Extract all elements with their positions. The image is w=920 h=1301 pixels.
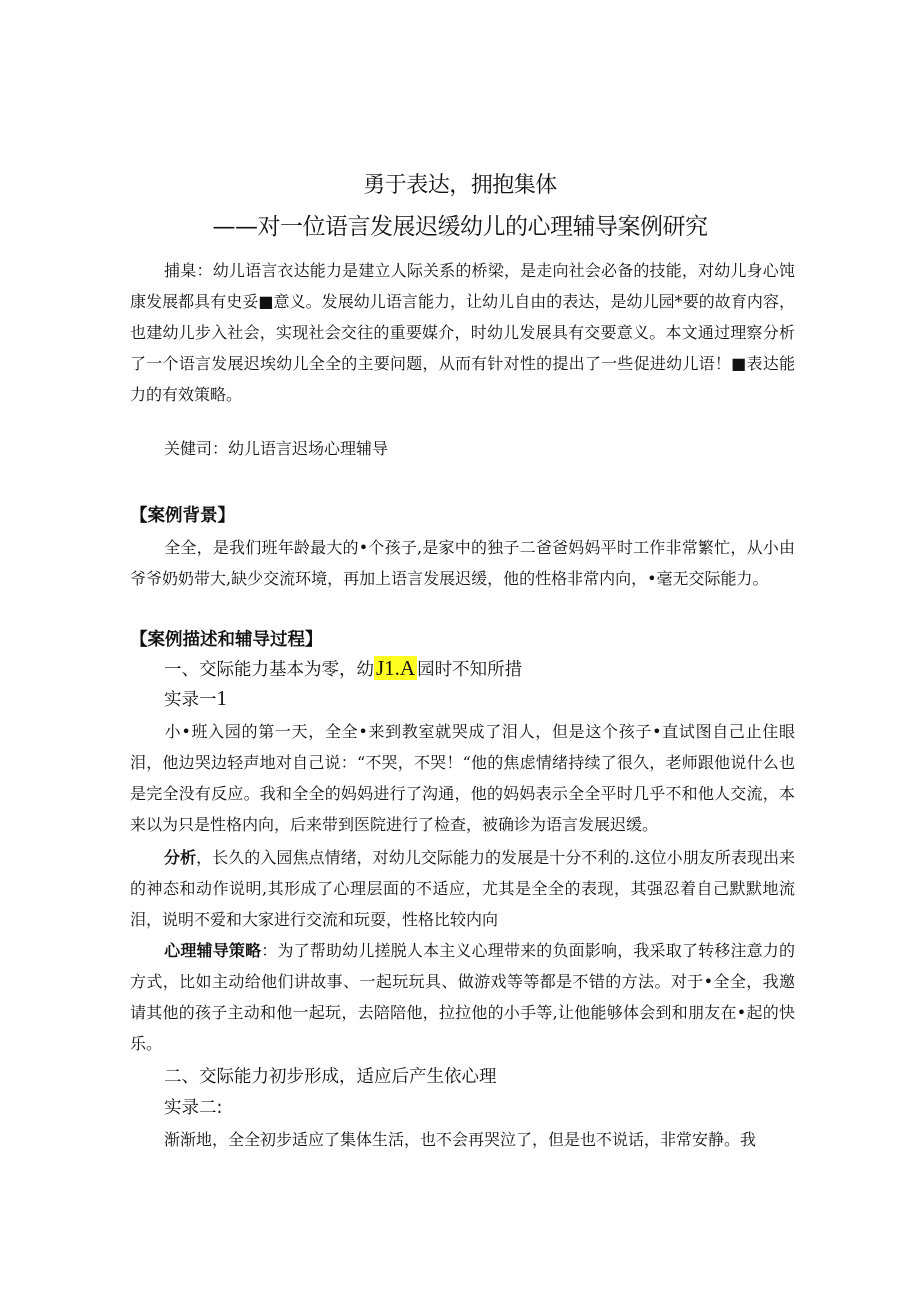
background-text: 全全，是我们班年龄最大的•个孩子,是家中的独子二爸爸妈妈平时工作非常繁忙，从小由爷爷奶奶带大,缺少交流环境，再加上语言发展迟缓，他的性格非常内向，•毫无交际能力。 bbox=[130, 538, 795, 588]
record1-paragraph bbox=[130, 716, 795, 840]
section1-title-prefix: 一、交际能力基本为零，幼 bbox=[164, 660, 374, 680]
section1-title-suffix: 园时不知所措 bbox=[417, 660, 523, 680]
abstract-paragraph bbox=[130, 255, 795, 410]
strategy-paragraph bbox=[130, 935, 795, 1059]
document-subtitle: ——对一位语言发展迟缓幼儿的心理辅导案例研究 bbox=[212, 214, 708, 240]
keywords-paragraph bbox=[130, 433, 795, 464]
strategy-text: ：为了帮助幼儿搓脱人本主义心理带来的负面影响，我采取了转移注意力的方式，比如主动给他们讲故事、一起玩玩具、做游戏等等都是不错的方法。对于•全全，我邀请其他的孩子主动和他一起玩，去陪陪他，拉拉他的小手等,让他能够体会到和朋友在•起的快乐。 bbox=[130, 941, 795, 1053]
process-heading: 【案例描述和辅导过程】 bbox=[130, 630, 323, 650]
document-title: 勇于表达，拥抱集体 bbox=[363, 173, 557, 198]
analysis-text: ，长久的入园焦点情绪，对幼儿交际能力的发展是十分不利的.这位小朋友所表现出来的神态和动作说明,其形成了心理层面的不适应，尤其是全全的表现，其强忍着自己默默地流泪，说明不爱和大家进行交流和玩耍，性格比较内向 bbox=[130, 848, 795, 929]
record2-label: 实录二: bbox=[164, 1098, 223, 1118]
record1-text: 小•班入园的第一天，全全•来到教室就哭成了泪人，但是这个孩子•直试图自己止住眼泪，他边哭边轻声地对自己说：“不哭，不哭！“他的焦虑情绪持续了很久，老师跟他说什么也是完全没有反应。我和全全的妈妈进行了沟通，他的妈妈表示全全平时几乎不和他人交流，本来以为只是性格内向，后来带到医院进行了检查，被确诊为语言发展迟缓。 bbox=[130, 722, 795, 834]
record1-label bbox=[164, 686, 227, 711]
keywords-text: 关健司：幼儿语言迟场心理辅导 bbox=[164, 439, 389, 458]
strategy-label: 心理辅导策略 bbox=[164, 941, 262, 960]
section1-title-highlight: J1.A bbox=[376, 656, 416, 680]
section2-title: 二、交际能力初步形成，适应后产生依心理 bbox=[164, 1067, 497, 1087]
record1-label-text: 实录一 bbox=[164, 690, 217, 710]
analysis-paragraph bbox=[130, 842, 795, 935]
record2-text: 渐渐地，全全初步适应了集体生活，也不会再哭泣了，但是也不说话，非常安静。我 bbox=[164, 1130, 757, 1149]
record1-label-number: 1 bbox=[216, 686, 227, 710]
section1-title bbox=[164, 656, 522, 681]
analysis-label: 分析 bbox=[164, 848, 197, 867]
background-paragraph bbox=[130, 532, 795, 594]
background-heading: 【案例背景】 bbox=[130, 506, 235, 526]
abstract-text: 捕臬：幼儿语言衣达能力是建立人际关系的桥梁，是走向社会必备的技能，对幼儿身心饨康发展都具有史妥■意义。发展幼儿语言能力，让幼儿自由的表达，是幼儿园*要的故育内容，也建幼儿步入社会，实现社会交往的重要媒介，时幼儿发展具有交要意义。本文通过理察分析了一个语言发展迟埃幼儿全全的主要问题，从而有针对性的提出了一些促进幼儿语！■表达能力的有效策略。 bbox=[130, 261, 795, 404]
record2-paragraph bbox=[130, 1124, 795, 1155]
